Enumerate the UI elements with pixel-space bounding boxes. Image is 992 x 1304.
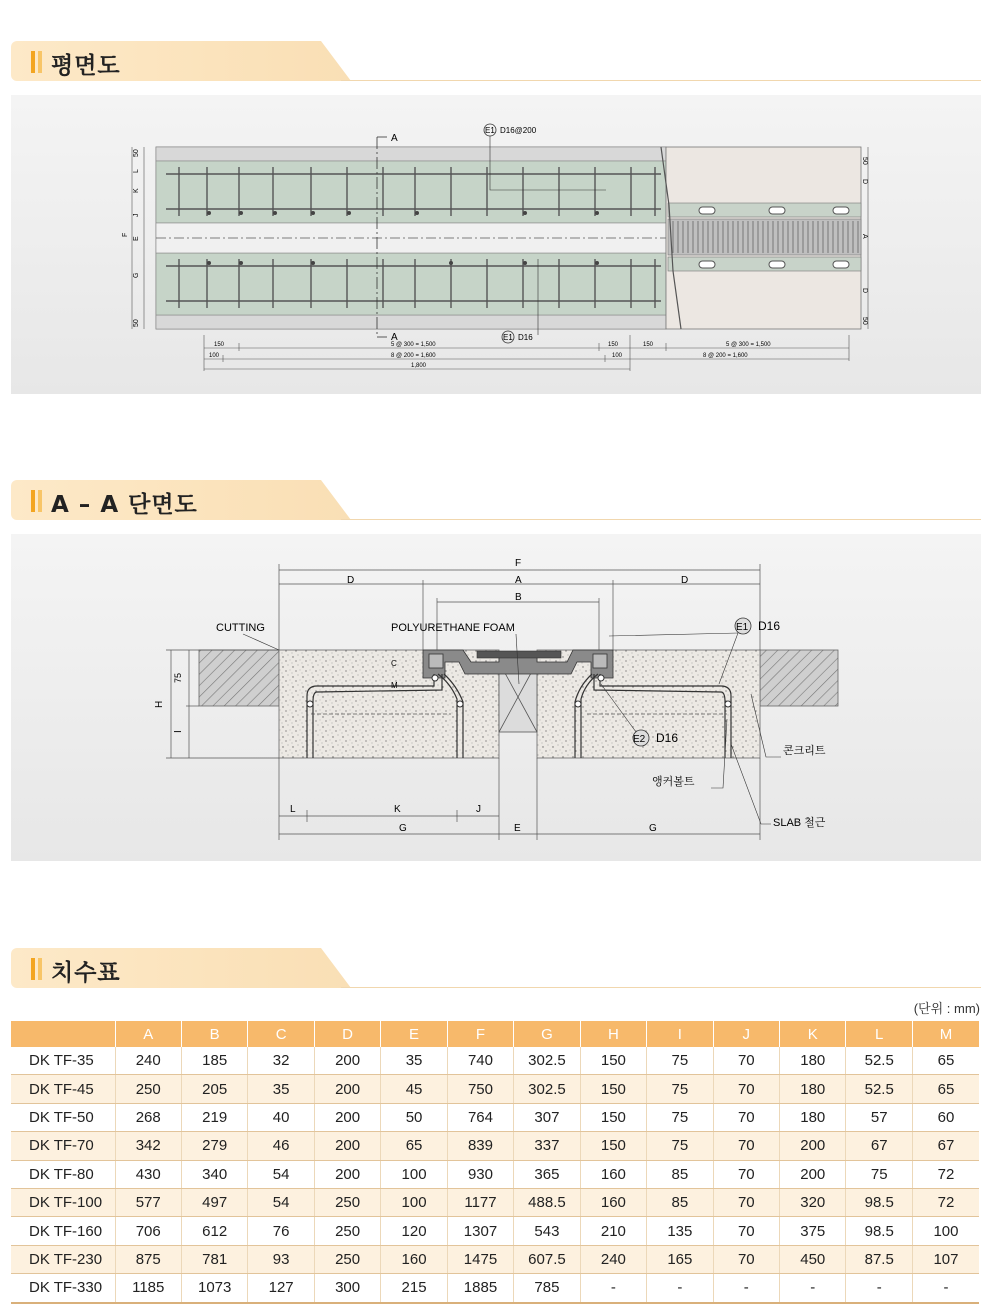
header-cell: M [912,1021,979,1047]
value-cell: 75 [647,1132,713,1160]
value-cell: 200 [314,1047,380,1075]
model-cell: DK TF-160 [11,1217,115,1245]
label-e2-bar: D16 [656,731,679,745]
plan-left-dim-50-bottom: 50 [133,319,140,327]
value-cell: 268 [115,1103,181,1131]
plan-dim-150-left: 150 [214,342,225,348]
value-cell: 50 [381,1103,447,1131]
plan-left-dim-E: E [133,236,140,241]
value-cell: 150 [580,1075,646,1103]
value-cell: 240 [580,1245,646,1273]
value-cell: 67 [912,1132,979,1160]
value-cell: 497 [181,1188,247,1216]
section-view-drawing [11,534,981,861]
value-cell: 200 [314,1075,380,1103]
plan-left-dim-F: F [122,232,129,237]
value-cell: 340 [181,1160,247,1188]
header-cell: C [248,1021,314,1047]
value-cell: 72 [912,1188,979,1216]
section-title-aa: A – A 단면도 [51,492,198,518]
label-concrete: 콘크리트 [783,745,826,757]
value-cell: 67 [846,1132,912,1160]
header-cell: F [447,1021,513,1047]
value-cell: 76 [248,1217,314,1245]
section-dim-J: J [476,804,481,815]
plan-right-dim-50-top: 50 [861,157,868,165]
value-cell: 450 [780,1245,846,1273]
value-cell: 279 [181,1132,247,1160]
header-accent-bar [31,51,35,73]
table-row [11,1075,979,1103]
value-cell: 100 [381,1160,447,1188]
section-dim-I: I [173,730,184,733]
plan-left-dim-J: J [133,213,140,217]
value-cell: 342 [115,1132,181,1160]
label-cutting: CUTTING [216,622,265,634]
value-cell: 150 [580,1103,646,1131]
value-cell: 165 [647,1245,713,1273]
value-cell: 100 [912,1217,979,1245]
header-cell: J [713,1021,779,1047]
value-cell: 98.5 [846,1188,912,1216]
header-accent-bar-light [38,51,42,73]
value-cell: 70 [713,1075,779,1103]
value-cell: 706 [115,1217,181,1245]
header-cell: K [780,1021,846,1047]
value-cell: 70 [713,1245,779,1273]
value-cell: 93 [248,1245,314,1273]
label-slab-rebar: SLAB 철근 [773,817,826,829]
section-header-aa [11,480,981,522]
value-cell: 160 [381,1245,447,1273]
value-cell: 75 [846,1160,912,1188]
header-rule [341,80,981,81]
section-dim-D-left: D [347,575,355,586]
value-cell: 1177 [447,1188,513,1216]
plan-right-dim-D-top: D [861,179,868,185]
header-cell [11,1021,115,1047]
table-row [11,1188,979,1216]
section-dim-D-right: D [681,575,689,586]
value-cell: 200 [314,1103,380,1131]
value-cell: 781 [181,1245,247,1273]
value-cell: 302.5 [514,1047,580,1075]
plan-e1-bottom-marker: E1 [503,333,513,342]
value-cell: 160 [580,1188,646,1216]
section-dim-L: L [290,804,296,815]
value-cell: 607.5 [514,1245,580,1273]
value-cell: - [912,1274,979,1303]
value-cell: 1885 [447,1274,513,1303]
value-cell: 577 [115,1188,181,1216]
value-cell: 200 [780,1132,846,1160]
value-cell: 250 [314,1217,380,1245]
value-cell: 70 [713,1047,779,1075]
plan-right-dim-50-bottom: 50 [861,317,868,325]
section-dim-G-right: G [649,823,657,834]
value-cell: 250 [314,1188,380,1216]
value-cell: 60 [912,1103,979,1131]
plan-right-dim-D-bottom: D [861,288,868,294]
value-cell: 65 [912,1075,979,1103]
value-cell: 98.5 [846,1217,912,1245]
value-cell: 54 [248,1188,314,1216]
value-cell: 57 [846,1103,912,1131]
value-cell: 300 [314,1274,380,1303]
header-cell: E [381,1021,447,1047]
value-cell: 740 [447,1047,513,1075]
section-dim-A: A [515,575,522,586]
plan-dim-150-mid: 150 [608,342,619,348]
section-dim-M: M [391,681,398,690]
table-row [11,1217,979,1245]
value-cell: 337 [514,1132,580,1160]
plan-left-dim-K: K [133,188,140,193]
value-cell: 85 [647,1188,713,1216]
section-dim-E: E [514,823,521,834]
value-cell: 35 [248,1075,314,1103]
value-cell: 40 [248,1103,314,1131]
model-cell: DK TF-70 [11,1132,115,1160]
value-cell: 100 [381,1188,447,1216]
value-cell: 302.5 [514,1075,580,1103]
label-e2-marker: E2 [633,734,646,745]
model-cell: DK TF-330 [11,1274,115,1303]
value-cell: 107 [912,1245,979,1273]
model-cell: DK TF-100 [11,1188,115,1216]
header-rule [341,987,981,988]
value-cell: - [713,1274,779,1303]
model-cell: DK TF-230 [11,1245,115,1273]
value-cell: 200 [780,1160,846,1188]
value-cell: 215 [381,1274,447,1303]
model-cell: DK TF-35 [11,1047,115,1075]
header-cell: L [846,1021,912,1047]
section-dim-F: F [515,558,522,569]
header-rule [341,519,981,520]
value-cell: 46 [248,1132,314,1160]
value-cell: 375 [780,1217,846,1245]
value-cell: 35 [381,1047,447,1075]
plan-dim-5x300-right: 5 @ 300 = 1,500 [726,342,771,348]
value-cell: 200 [314,1160,380,1188]
section-dim-75: 75 [173,672,183,683]
value-cell: 365 [514,1160,580,1188]
value-cell: 160 [580,1160,646,1188]
label-e1-bar: D16 [758,619,781,633]
value-cell: 180 [780,1047,846,1075]
plan-left-dim-L: L [133,169,140,173]
table-row [11,1245,979,1273]
value-cell: 785 [514,1274,580,1303]
value-cell: 930 [447,1160,513,1188]
model-cell: DK TF-50 [11,1103,115,1131]
section-dim-C: C [391,659,397,668]
dimensions-table [11,1021,979,1304]
value-cell: 764 [447,1103,513,1131]
label-anchor-bolt: 앵커볼트 [652,776,695,788]
plan-dim-100-right: 100 [612,353,623,359]
plan-left-dim-G: G [133,272,140,278]
section-dim-B: B [515,592,522,603]
value-cell: 430 [115,1160,181,1188]
section-header-plan [11,41,981,83]
value-cell: - [580,1274,646,1303]
plan-e1-top-marker: E1 [485,126,495,135]
value-cell: 150 [580,1047,646,1075]
value-cell: 750 [447,1075,513,1103]
value-cell: 543 [514,1217,580,1245]
plan-view-panel [11,95,981,394]
value-cell: 320 [780,1188,846,1216]
value-cell: 52.5 [846,1047,912,1075]
section-title-dimensions: 치수표 [51,960,121,986]
plan-cut-label-bottom: A [391,332,398,343]
plan-e1-bottom-bar: D16 [518,333,533,342]
value-cell: 70 [713,1188,779,1216]
table-body [11,1047,979,1303]
plan-dim-1800: 1,800 [411,363,427,369]
header-accent-bar-light [38,958,42,980]
value-cell: 875 [115,1245,181,1273]
header-cell: G [514,1021,580,1047]
section-dim-H: H [154,700,165,708]
value-cell: 185 [181,1047,247,1075]
header-accent-bar-light [38,490,42,512]
table-row [11,1160,979,1188]
header-cell: I [647,1021,713,1047]
value-cell: 240 [115,1047,181,1075]
header-cell: D [314,1021,380,1047]
value-cell: 70 [713,1103,779,1131]
section-header-dimensions [11,948,981,990]
header-cell: A [115,1021,181,1047]
plan-e1-top-bar: D16@200 [500,126,537,135]
label-polyurethane-foam: POLYURETHANE FOAM [391,622,515,634]
value-cell: 210 [580,1217,646,1245]
value-cell: 75 [647,1103,713,1131]
value-cell: 839 [447,1132,513,1160]
value-cell: 250 [115,1075,181,1103]
value-cell: 85 [647,1160,713,1188]
value-cell: 612 [181,1217,247,1245]
value-cell: 150 [580,1132,646,1160]
section-dim-G-left: G [399,823,407,834]
value-cell: - [647,1274,713,1303]
value-cell: 72 [912,1160,979,1188]
header-cell: B [181,1021,247,1047]
value-cell: - [780,1274,846,1303]
value-cell: 75 [647,1047,713,1075]
value-cell: 1307 [447,1217,513,1245]
label-e1-marker: E1 [736,622,749,633]
header-accent-bar [31,490,35,512]
table-row [11,1047,979,1075]
plan-dim-150-right: 150 [643,342,654,348]
value-cell: 70 [713,1132,779,1160]
plan-dim-8x200-left: 8 @ 200 = 1,600 [391,353,436,359]
value-cell: 52.5 [846,1075,912,1103]
value-cell: 200 [314,1132,380,1160]
value-cell: 87.5 [846,1245,912,1273]
value-cell: 1185 [115,1274,181,1303]
section-title-plan: 평면도 [51,53,121,79]
table-row [11,1132,979,1160]
plan-left-dim-50-top: 50 [133,149,140,157]
value-cell: 65 [381,1132,447,1160]
value-cell: 205 [181,1075,247,1103]
value-cell: 180 [780,1075,846,1103]
plan-right-dim-A: A [861,234,868,239]
value-cell: 70 [713,1160,779,1188]
value-cell: 250 [314,1245,380,1273]
value-cell: 32 [248,1047,314,1075]
value-cell: 135 [647,1217,713,1245]
value-cell: 1475 [447,1245,513,1273]
value-cell: 54 [248,1160,314,1188]
value-cell: 488.5 [514,1188,580,1216]
value-cell: 120 [381,1217,447,1245]
header-accent-bar [31,958,35,980]
value-cell: 307 [514,1103,580,1131]
plan-dim-5x300-left: 5 @ 300 = 1,500 [391,342,436,348]
plan-dim-100-left: 100 [209,353,220,359]
value-cell: 70 [713,1217,779,1245]
model-cell: DK TF-45 [11,1075,115,1103]
value-cell: 1073 [181,1274,247,1303]
value-cell: 180 [780,1103,846,1131]
table-header-row [11,1021,979,1047]
header-cell: H [580,1021,646,1047]
table-row [11,1274,979,1303]
section-view-panel [11,534,981,861]
table-unit-label: (단위 : mm) [913,1001,980,1016]
plan-view-drawing [11,95,981,394]
section-dim-K: K [394,804,401,815]
value-cell: 127 [248,1274,314,1303]
value-cell: 75 [647,1075,713,1103]
value-cell: 219 [181,1103,247,1131]
value-cell: 65 [912,1047,979,1075]
value-cell: 45 [381,1075,447,1103]
table-row [11,1103,979,1131]
plan-cut-label-top: A [391,133,398,144]
model-cell: DK TF-80 [11,1160,115,1188]
plan-dim-8x200-right: 8 @ 200 = 1,600 [703,353,748,359]
value-cell: - [846,1274,912,1303]
